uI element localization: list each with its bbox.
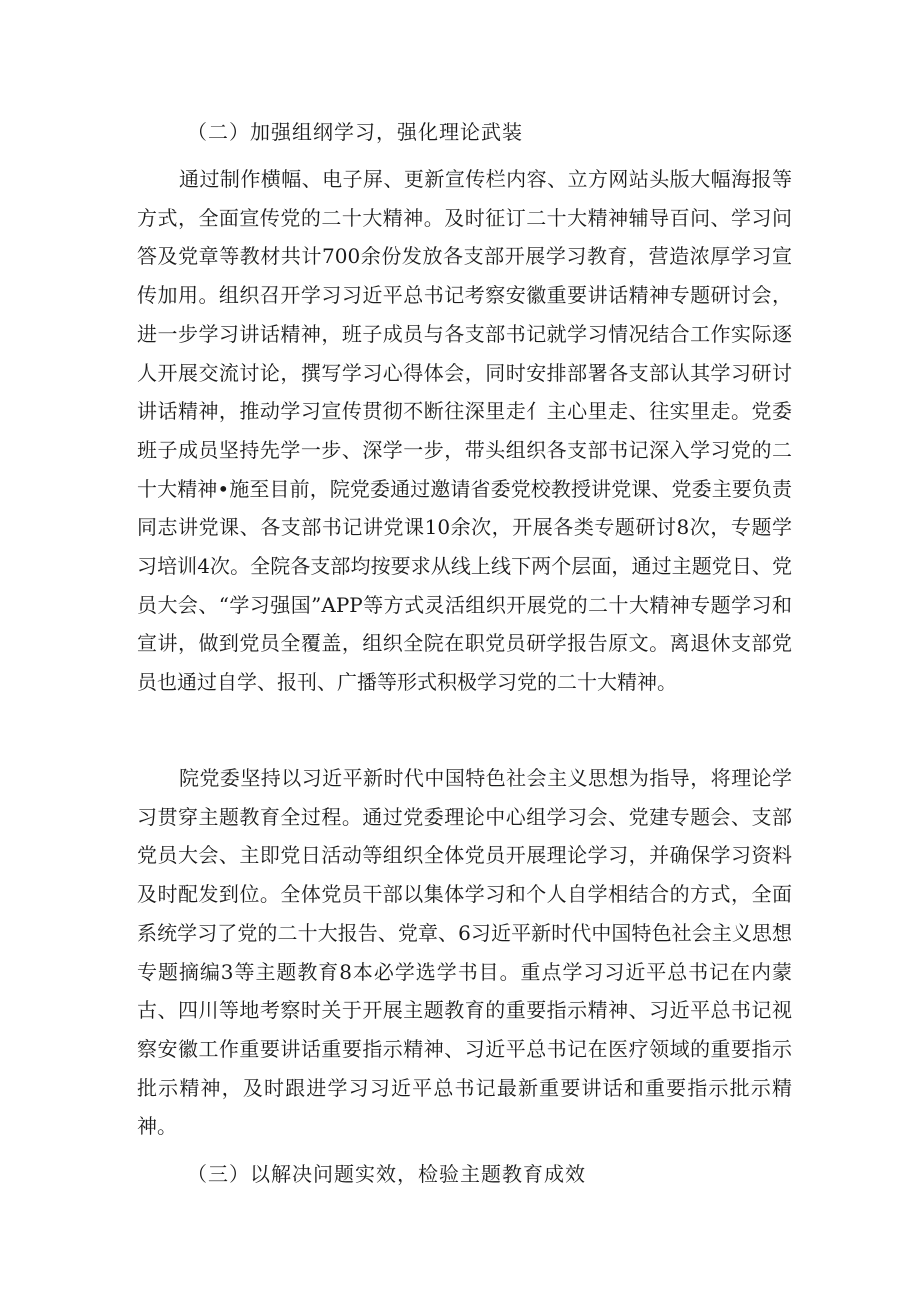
section-heading-2: （二）加强组纲学习，强化理论武装 [187,120,523,144]
section-heading-3: （三）以解决问题实效，检验主题教育成效 [187,1162,586,1186]
paragraph-theory-study: 院党委坚持以习近平新时代中国特色社会主义思想为指导，将理论学习贯穿主题教育全过程。通过党委理论中心组学习会、党建专题会、支部党员大会、主即党日活动等组织全体党员开展理论学习，并确保学习资料及时配发到位。全体党员干部以集体学习和个人自学相结合的方式，全面系统学习了党的二十大报告、党章、6习近平新时代中国特色社会主义思想专题摘编3等主题教育8本必学选学书目。重点学习习近平总书记在内蒙古、四川等地考察时关于开展主题教育的重要指示精神、习近平总书记视察安徽工作重要讲话重要指示精神、习近平总书记在医疗领域的重要指示批示精神，及时跟进学习习近平总书记最新重要讲话和重要指示批示精神。 [137,766,792,1139]
paragraph-propaganda-study: 通过制作横幅、电子屏、更新宣传栏内容、立方网站头版大幅海报等方式，全面宣传党的二十大精神。及时征订二十大精神辅导百问、学习问答及党章等教材共计700余份发放各支部开展学习教育，营造浓厚学习宣传加用。组织召开学习习近平总书记考察安徽重要讲话精神专题研讨会，进一步学习讲话精神，班子成员与各支部书记就学习情况结合工作实际逐人开展交流讨论，撰写学习心得体会，同时安排部署各支部认其学习研讨讲话精神，推动学习宣传贯彻不断往深里走亻主心里走、往实里走。党委班子成员坚持先学一步、深学一步，带头组织各支部书记深入学习党的二十大精神•施至目前，院党委通过邀请省委党校教授讲党课、党委主要负责同志讲党课、各支部书记讲党课10余次，开展各类专题研讨8次，专题学习培训4次。全院各支部均按要求从线上线下两个层面，通过主题党日、党员大会、“学习强国”APP等方式灵活组织开展党的二十大精神专题学习和宣讲，做到党员全覆盖，组织全院在职党员研学报告原文。离退休支部党员也通过自学、报刊、广播等形式积极学习党的二十大精神。 [137,167,792,695]
